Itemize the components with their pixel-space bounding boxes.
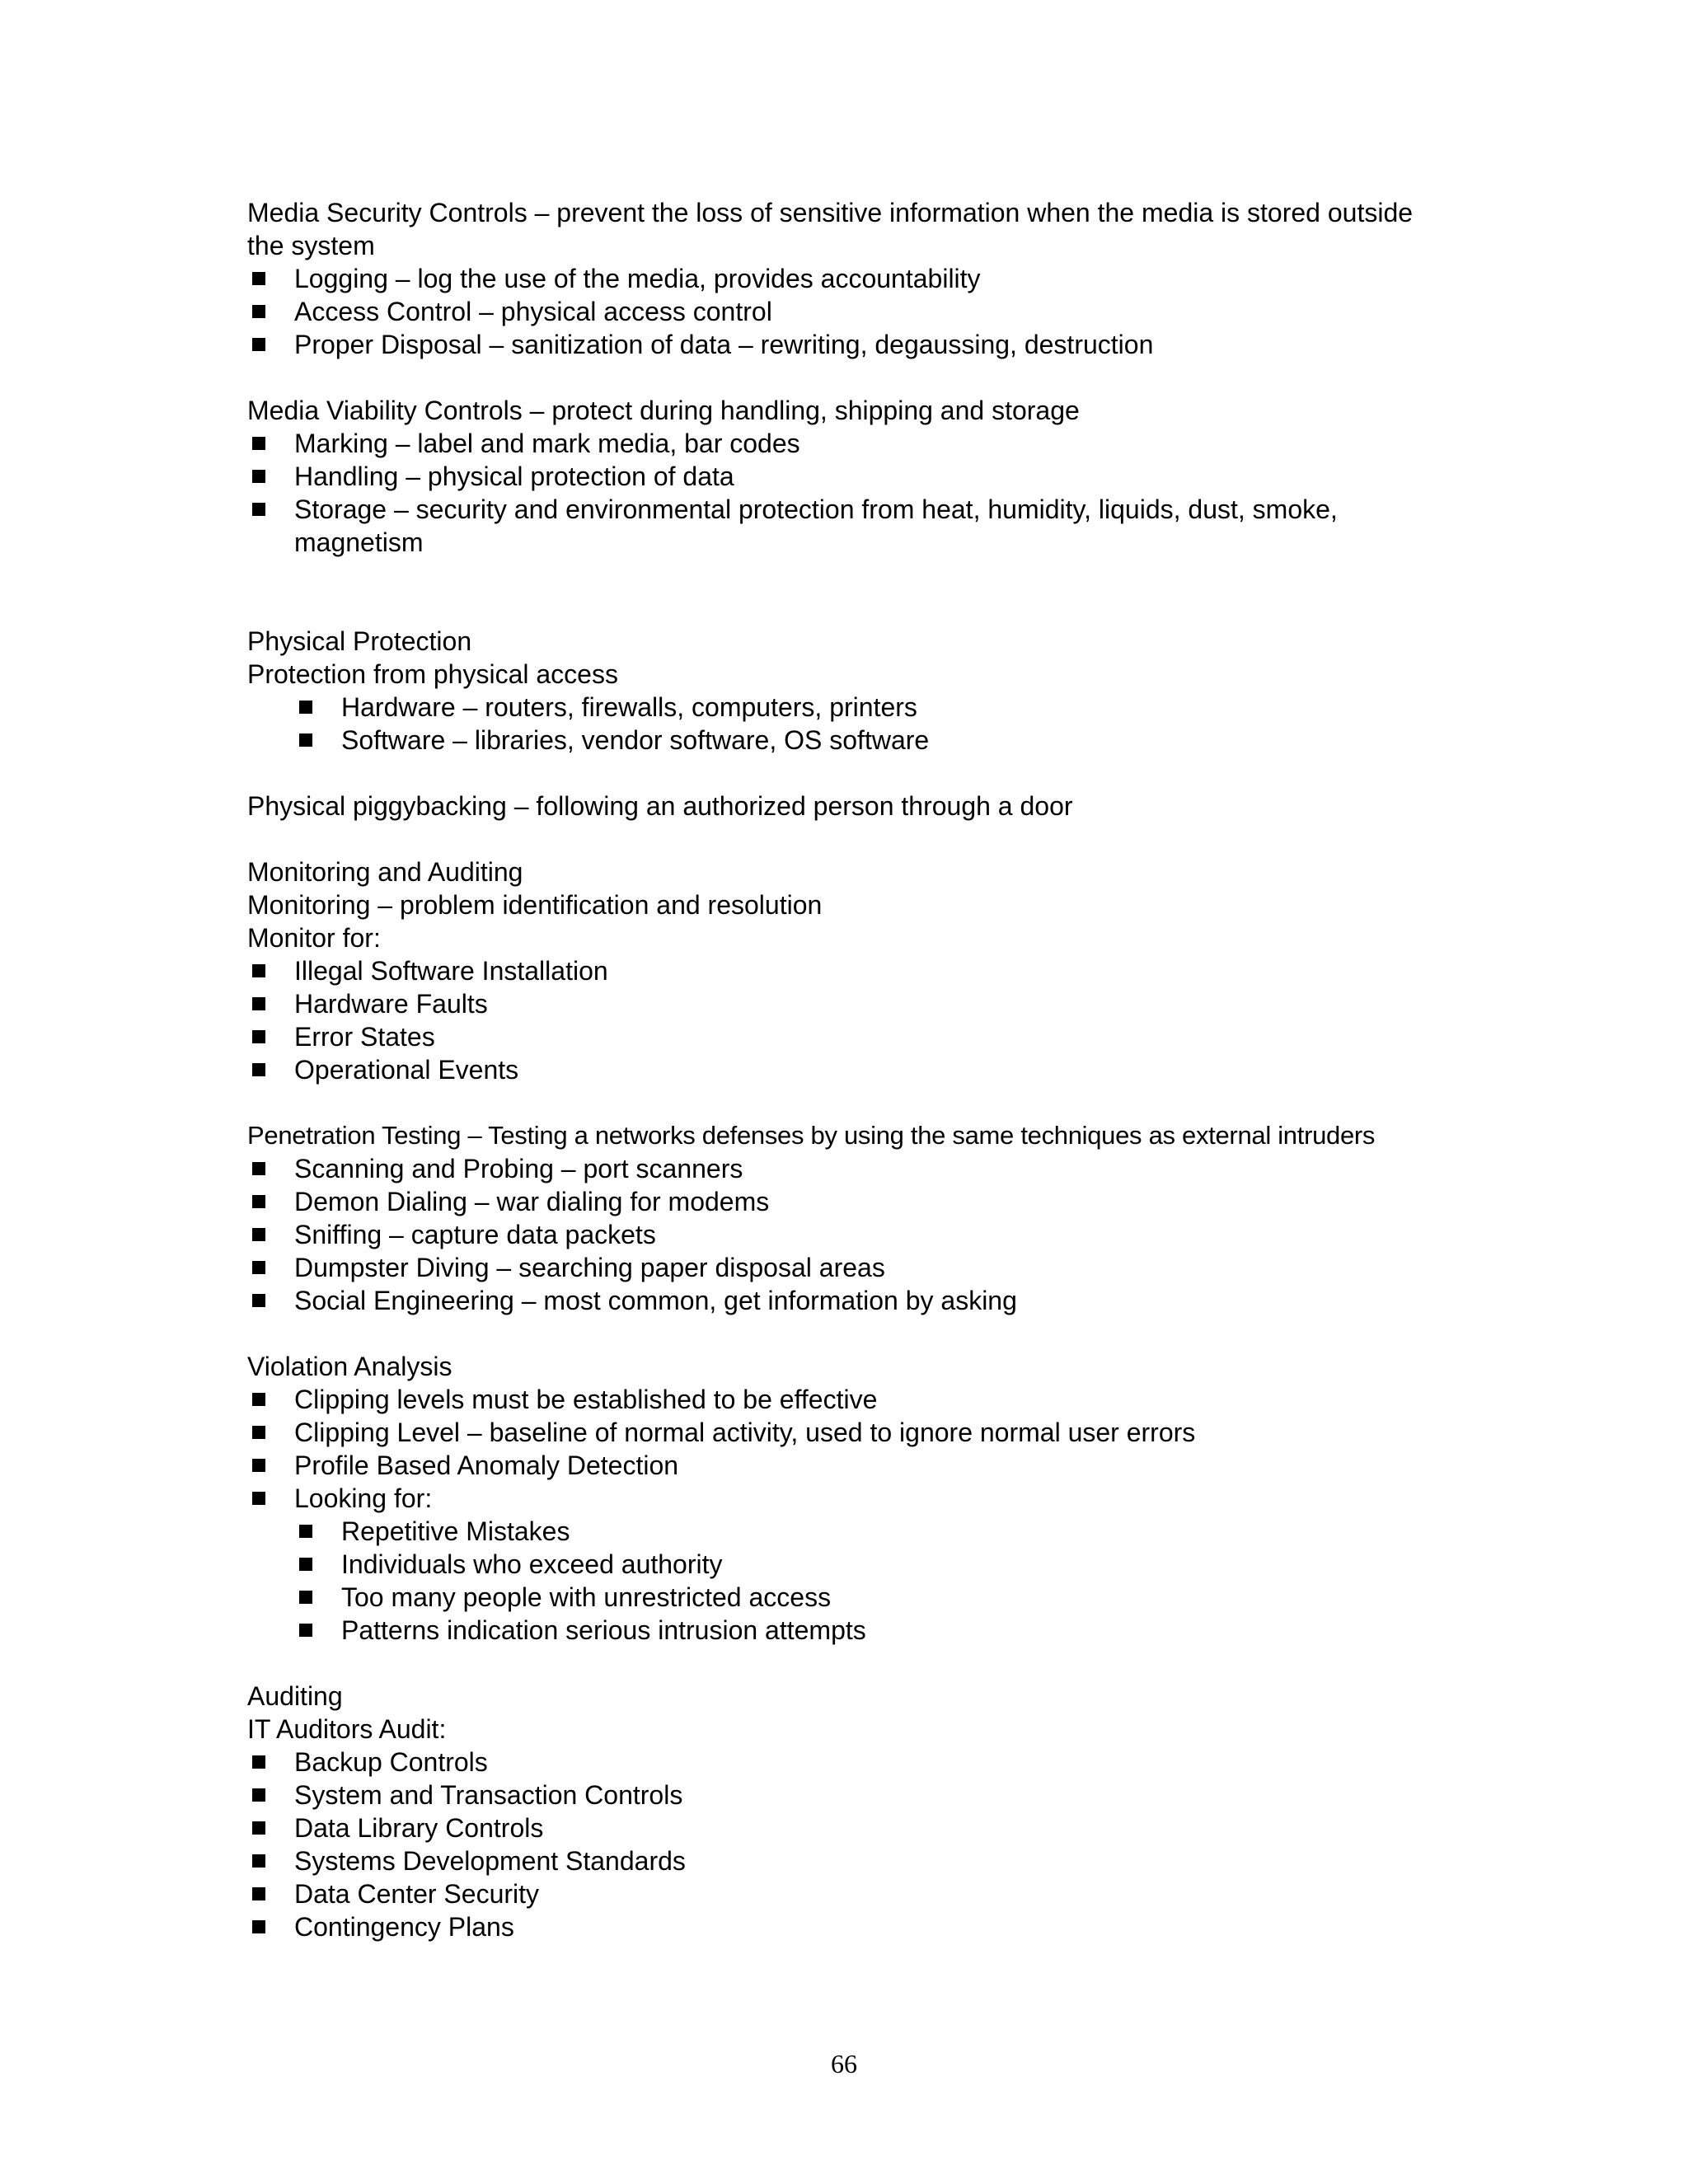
auditing-heading: Auditing [247,1681,343,1711]
physical-protection-subheading: Protection from physical access [247,659,618,689]
auditing-list [247,1746,1451,1943]
list-item [294,724,1451,757]
list-item [294,1548,1451,1581]
media-security-intro: Media Security Controls – prevent the loss of sensitive information when the media is stored outside the system [247,198,1414,260]
list-item [247,1020,1451,1053]
square-bullet-icon [299,733,312,747]
square-bullet-icon [252,1228,265,1241]
list-item-text: Hardware – routers, firewalls, computers, printers [341,692,917,722]
square-bullet-icon [252,1854,265,1868]
square-bullet-icon [299,1624,312,1637]
spacer [247,1647,1451,1680]
list-item [247,1185,1451,1218]
penetration-testing-intro: Penetration Testing – Testing a networks defenses by using the same techniques as external intruders [247,1121,1376,1150]
spacer [247,1317,1451,1350]
list-item-text: Data Library Controls [294,1813,544,1843]
list-item [294,691,1451,724]
list-item-text: Access Control – physical access control [294,297,772,326]
list-item [247,1482,1451,1515]
list-item-text: Marking – label and mark media, bar codes [294,429,800,458]
list-item [247,1844,1451,1877]
list-item-text: Looking for: [294,1483,433,1513]
list-item-text: Software – libraries, vendor software, OS software [341,725,930,755]
square-bullet-icon [252,305,265,318]
square-bullet-icon [299,1525,312,1538]
list-item-text: Data Center Security [294,1879,540,1909]
violation-analysis-list [247,1383,1451,1647]
list-item [247,1218,1451,1251]
spacer [247,1086,1451,1119]
square-bullet-icon [252,1788,265,1802]
physical-piggybacking: Physical piggybacking – following an authorized person through a door [247,791,1073,821]
list-item-text: Systems Development Standards [294,1846,686,1876]
physical-protection-list [247,691,1451,757]
list-item [294,1515,1451,1548]
square-bullet-icon [252,1887,265,1900]
list-item [247,1746,1451,1779]
list-item [294,1614,1451,1647]
list-item [247,262,1451,295]
square-bullet-icon [299,1558,312,1571]
list-item-text: Profile Based Anomaly Detection [294,1451,679,1480]
violation-analysis-heading: Violation Analysis [247,1352,452,1381]
list-item [247,1877,1451,1910]
list-item [247,493,1451,559]
page-content [247,196,1451,1943]
monitoring-definition: Monitoring – problem identification and resolution [247,890,823,920]
list-item [247,954,1451,987]
square-bullet-icon [252,1459,265,1472]
square-bullet-icon [252,964,265,977]
list-item [247,1284,1451,1317]
list-item-text: Handling – physical protection of data [294,462,734,491]
list-item [247,1449,1451,1482]
list-item-text: Demon Dialing – war dialing for modems [294,1187,770,1216]
square-bullet-icon [252,503,265,516]
list-item [247,1053,1451,1086]
list-item [247,460,1451,493]
square-bullet-icon [252,1195,265,1208]
list-item-text: Social Engineering – most common, get information by asking [294,1286,1017,1315]
list-item-text: Clipping levels must be established to be effective [294,1385,878,1414]
list-item [247,1910,1451,1943]
list-item [247,427,1451,460]
list-item [247,1811,1451,1844]
square-bullet-icon [252,1162,265,1175]
list-item-text: Clipping Level – baseline of normal activity, used to ignore normal user errors [294,1418,1196,1447]
page-number: 66 [831,2049,857,2079]
square-bullet-icon [252,1393,265,1406]
square-bullet-icon [252,338,265,351]
square-bullet-icon [252,1261,265,1274]
list-item-text: System and Transaction Controls [294,1780,683,1810]
list-item [247,1251,1451,1284]
monitoring-heading: Monitoring and Auditing [247,857,523,887]
list-item-text: Scanning and Probing – port scanners [294,1154,743,1183]
square-bullet-icon [252,470,265,483]
media-security-list [247,262,1451,361]
square-bullet-icon [252,1063,265,1076]
square-bullet-icon [252,997,265,1010]
list-item-text: Dumpster Diving – searching paper disposal areas [294,1253,885,1282]
list-item-text: Repetitive Mistakes [341,1516,570,1546]
list-item-text: Sniffing – capture data packets [294,1220,656,1249]
square-bullet-icon [252,272,265,285]
penetration-testing-list [247,1152,1451,1317]
list-item-text: Individuals who exceed authority [341,1549,723,1579]
media-viability-list [247,427,1451,559]
list-item-text: Contingency Plans [294,1912,514,1942]
list-item-text: Illegal Software Installation [294,956,608,986]
list-item-text: Operational Events [294,1055,519,1085]
media-viability-intro: Media Viability Controls – protect during handling, shipping and storage [247,396,1080,425]
monitor-for-label: Monitor for: [247,923,381,953]
auditing-subheading: IT Auditors Audit: [247,1714,447,1744]
list-item-text: Error States [294,1022,435,1052]
square-bullet-icon [252,1920,265,1933]
square-bullet-icon [252,1030,265,1043]
spacer [247,823,1451,855]
list-item [247,295,1451,328]
square-bullet-icon [252,1755,265,1769]
list-item-text: Hardware Faults [294,989,488,1019]
square-bullet-icon [252,1294,265,1307]
monitoring-list [247,954,1451,1086]
square-bullet-icon [299,701,312,714]
list-item-text: Logging – log the use of the media, provides accountability [294,264,981,293]
list-item [294,1581,1451,1614]
spacer [247,361,1451,394]
spacer [247,559,1451,625]
physical-protection-heading: Physical Protection [247,626,472,656]
list-item [247,1416,1451,1449]
list-item [247,987,1451,1020]
list-item-text: Patterns indication serious intrusion attempts [341,1615,866,1645]
square-bullet-icon [252,1821,265,1835]
list-item-text: Proper Disposal – sanitization of data – rewriting, degaussing, destruction [294,330,1154,359]
square-bullet-icon [252,1492,265,1505]
list-item-text: Backup Controls [294,1747,488,1777]
spacer [247,757,1451,790]
square-bullet-icon [252,1426,265,1439]
list-item-text: Too many people with unrestricted access [341,1582,832,1612]
list-item [247,328,1451,361]
list-item-text: Storage – security and environmental protection from heat, humidity, liquids, dust, smoke, magnetism [294,494,1338,557]
square-bullet-icon [252,437,265,450]
list-item [247,1152,1451,1185]
list-item [247,1383,1451,1416]
list-item [247,1779,1451,1811]
square-bullet-icon [299,1591,312,1604]
